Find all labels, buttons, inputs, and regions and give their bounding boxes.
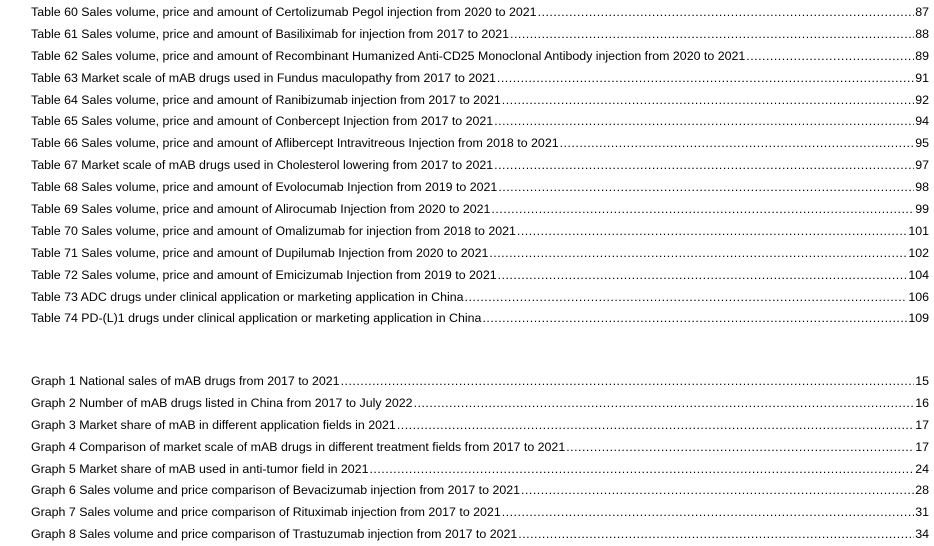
dot-leader: [465, 287, 908, 309]
graph-toc-entry[interactable]: [31, 524, 929, 546]
dot-leader: [494, 155, 914, 177]
dot-leader: [502, 90, 914, 112]
graph-toc-entry[interactable]: [31, 393, 929, 415]
entry-page-number: 98: [915, 180, 929, 195]
entry-title: Table 67 Market scale of mAB drugs used in Cholesterol lowering from 2017 to 2021: [31, 158, 494, 173]
entry-page-number: 31: [915, 505, 929, 520]
graph-toc-entry[interactable]: [31, 371, 929, 393]
entry-title: Graph 8 Sales volume and price comparison of Trastuzumab injection from 2017 to 2021: [31, 527, 518, 542]
entry-page-number: 95: [915, 136, 929, 151]
entry-page-number: 97: [915, 158, 929, 173]
dot-leader: [397, 415, 914, 437]
entry-page-number: 94: [915, 114, 929, 129]
dot-leader: [489, 243, 907, 265]
table-toc-entry[interactable]: [31, 46, 929, 68]
entry-title: Table 63 Market scale of mAB drugs used in Fundus maculopathy from 2017 to 2021: [31, 70, 496, 85]
table-toc-entry[interactable]: [31, 111, 929, 133]
dot-leader: [414, 393, 915, 415]
entry-page-number: 99: [915, 202, 929, 217]
entry-page-number: 24: [915, 461, 929, 476]
dot-leader: [502, 502, 914, 524]
dot-leader: [482, 308, 907, 330]
entry-title: Graph 4 Comparison of market scale of mAB drugs in different treatment fields from 2017 to 2021: [31, 439, 566, 454]
dot-leader: [497, 68, 914, 90]
dot-leader: [498, 177, 914, 199]
table-toc-entry[interactable]: [31, 287, 929, 309]
dot-leader: [521, 480, 914, 502]
entry-title: Graph 7 Sales volume and price comparison of Rituximab injection from 2017 to 2021: [31, 505, 501, 520]
entry-title: Table 68 Sales volume, price and amount of Evolocumab Injection from 2019 to 2021: [31, 180, 498, 195]
entry-title: Graph 3 Market share of mAB in different application fields in 2021: [31, 417, 396, 432]
dot-leader: [510, 24, 914, 46]
entry-title: Table 64 Sales volume, price and amount of Ranibizumab injection from 2017 to 2021: [31, 92, 501, 107]
dot-leader: [494, 111, 914, 133]
entry-title: Table 74 PD-(L)1 drugs under clinical application or marketing application in China: [31, 311, 482, 326]
dot-leader: [538, 2, 915, 24]
entry-title: Table 72 Sales volume, price and amount of Emicizumab Injection from 2019 to 2021: [31, 267, 497, 282]
table-toc-entry[interactable]: [31, 68, 929, 90]
entry-page-number: 89: [915, 48, 929, 63]
entry-page-number: 87: [915, 5, 929, 19]
entry-page-number: 28: [915, 483, 929, 498]
entry-page-number: 34: [915, 527, 929, 542]
entry-page-number: 88: [915, 26, 929, 41]
entry-page-number: 16: [915, 395, 929, 410]
dot-leader: [369, 459, 914, 481]
graph-toc-entry[interactable]: [31, 502, 929, 524]
table-toc-entry[interactable]: [31, 155, 929, 177]
entry-page-number: 106: [908, 289, 929, 304]
entry-title: Graph 6 Sales volume and price comparison of Bevacizumab injection from 2017 to 2021: [31, 483, 521, 498]
entry-title: Table 66 Sales volume, price and amount of Aflibercept Intravitreous Injection from 2018 to 2021: [31, 136, 559, 151]
entry-page-number: 92: [915, 92, 929, 107]
entry-title: Table 62 Sales volume, price and amount of Recombinant Humanized Anti-CD25 Monoclonal Antibody injection from 2020 to 2021: [31, 48, 746, 63]
dot-leader: [491, 199, 914, 221]
entry-title: Graph 1 National sales of mAB drugs from 2017 to 2021: [31, 374, 340, 388]
table-toc-entry[interactable]: [31, 90, 929, 112]
table-toc-entry[interactable]: [31, 243, 929, 265]
graph-toc-entry[interactable]: [31, 459, 929, 481]
table-list: [31, 2, 929, 330]
entry-title: Graph 5 Market share of mAB used in anti-tumor field in 2021: [31, 461, 369, 476]
entry-title: Table 69 Sales volume, price and amount of Alirocumab Injection from 2020 to 2021: [31, 202, 491, 217]
entry-page-number: 109: [908, 311, 929, 326]
table-toc-entry[interactable]: [31, 177, 929, 199]
entry-title: Graph 2 Number of mAB drugs listed in China from 2017 to July 2022: [31, 395, 413, 410]
dot-leader: [560, 133, 915, 155]
graph-list: [31, 371, 929, 546]
dot-leader: [746, 46, 914, 68]
table-toc-entry[interactable]: [31, 199, 929, 221]
table-toc-entry[interactable]: [31, 24, 929, 46]
entry-title: Table 70 Sales volume, price and amount of Omalizumab for injection from 2018 to 2021: [31, 223, 516, 238]
entry-page-number: 17: [915, 417, 929, 432]
entry-page-number: 17: [915, 439, 929, 454]
table-toc-entry[interactable]: [31, 308, 929, 330]
entry-page-number: 101: [908, 223, 929, 238]
entry-page-number: 15: [915, 374, 929, 388]
entry-title: Table 65 Sales volume, price and amount of Conbercept Injection from 2017 to 2021: [31, 114, 494, 129]
table-toc-entry[interactable]: [31, 221, 929, 243]
entry-title: Table 71 Sales volume, price and amount of Dupilumab Injection from 2020 to 2021: [31, 245, 489, 260]
graph-toc-entry[interactable]: [31, 415, 929, 437]
entry-page-number: 91: [915, 70, 929, 85]
entry-page-number: 104: [908, 267, 929, 282]
dot-leader: [518, 524, 914, 546]
graph-toc-entry[interactable]: [31, 480, 929, 502]
table-toc-entry[interactable]: [31, 265, 929, 287]
table-toc-entry[interactable]: [31, 133, 929, 155]
entry-title: Table 73 ADC drugs under clinical application or marketing application in China: [31, 289, 464, 304]
dot-leader: [498, 265, 908, 287]
dot-leader: [566, 437, 914, 459]
entry-page-number: 102: [908, 245, 929, 260]
entry-title: Table 60 Sales volume, price and amount of Certolizumab Pegol injection from 2020 to 2021: [31, 5, 537, 19]
entry-title: Table 61 Sales volume, price and amount of Basiliximab for injection from 2017 to 2021: [31, 26, 509, 41]
table-toc-entry[interactable]: [31, 2, 929, 24]
graph-toc-entry[interactable]: [31, 437, 929, 459]
dot-leader: [517, 221, 907, 243]
dot-leader: [341, 371, 915, 393]
